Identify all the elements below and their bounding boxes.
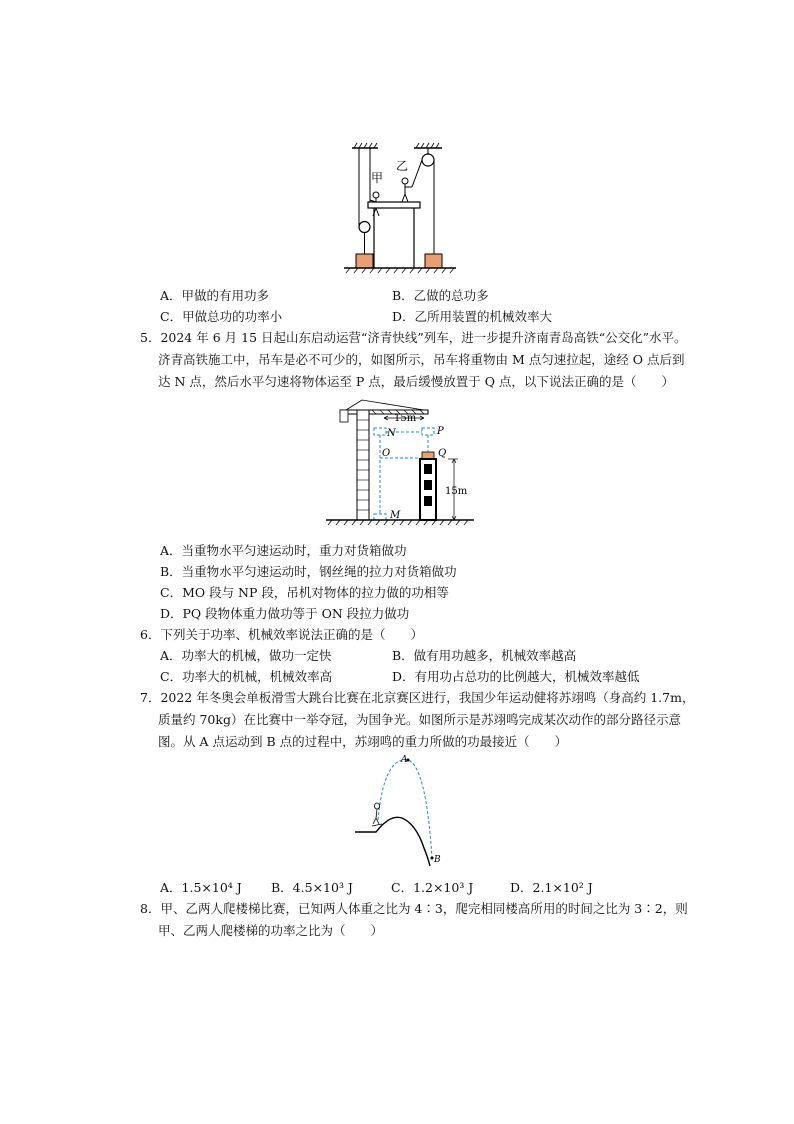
crane-point-o: O <box>382 448 391 459</box>
q8-stem-line2: 甲、乙两人爬楼梯的功率之比为（ ） <box>158 923 384 938</box>
crane-point-m: M <box>390 510 401 521</box>
q4-option-b: B．乙做的总功多 <box>392 288 489 303</box>
q6-option-c: C．功率大的机械，机械效率高 <box>160 669 333 684</box>
path-point-b: B <box>434 855 441 865</box>
path-point-a: A <box>401 755 408 765</box>
q7-stem-line2: 质量约 70kg）在比赛中一举夺冠，为国争光。如图所示是苏翊鸣完成某次动作的部分路径示意 <box>158 712 681 727</box>
crane-point-p: P <box>437 426 444 437</box>
crane-point-q: Q <box>438 448 447 459</box>
q6-stem: 6．下列关于功率、机械效率说法正确的是（ ） <box>140 627 423 642</box>
q5-stem-line2: 济青高铁施工中，吊车是必不可少的，如图所示，吊车将重物由 M 点匀速拉起，途经 O 点后到 <box>158 352 685 367</box>
q6-option-d: D．有用功占总功的比例越大，机械效率越低 <box>392 669 640 684</box>
q5-option-b: B．当重物水平匀速运动时，钢丝绳的拉力对货箱做功 <box>160 564 457 579</box>
q5-option-d: D．PQ 段物体重力做功等于 ON 段拉力做功 <box>160 606 410 621</box>
q8-stem-line1: 8．甲、乙两人爬楼梯比赛，已知两人体重之比为 4∶3，爬完相同楼高所用的时间之比为 3∶2，则 <box>140 901 688 916</box>
q7-stem-line3: 图。从 A 点运动到 B 点的过程中，苏翊鸣的重力所做的功最接近（ ） <box>158 734 568 749</box>
q5-option-c: C．MO 段与 NP 段，吊机对物体的拉力做的功相等 <box>160 585 449 600</box>
q6-option-a: A．功率大的机械，做功一定快 <box>160 648 332 663</box>
crane-dist-side: 15m <box>445 486 468 497</box>
q7-option-a: A．1.5×10⁴ J <box>160 880 242 895</box>
crane-dist-top: 15m <box>394 413 417 424</box>
q7-option-b: B．4.5×10³ J <box>271 880 353 895</box>
q4-option-d: D．乙所用装置的机械效率大 <box>392 309 553 324</box>
crane-point-n: N <box>387 428 396 439</box>
q7-option-d: D．2.1×10² J <box>510 880 593 895</box>
q5-stem-line1: 5．2024 年 6 月 15 日起山东启动运营“济青快线”列车，进一步提升济南青岛高铁“公交化”水平。 <box>140 330 687 345</box>
q6-option-b: B．做有用功越多，机械效率越高 <box>392 648 577 663</box>
label-jia: 甲 <box>371 171 384 185</box>
crane-figure <box>324 396 476 528</box>
label-yi: 乙 <box>396 159 409 173</box>
q4-option-a: A．甲做的有用功多 <box>160 288 270 303</box>
snowboard-figure <box>350 752 450 870</box>
q7-stem-line1: 7．2022 年冬奥会单板滑雪大跳台比赛在北京赛区进行，我国少年运动健将苏翊鸣（身高约 1.7m， <box>140 690 695 705</box>
q5-stem-line3: 达 N 点，然后水平匀速将物体运至 P 点，最后缓慢放置于 Q 点，以下说法正确的是（ ） <box>158 374 674 389</box>
pulley-figure <box>340 142 460 274</box>
q5-option-a: A．当重物水平匀速运动时，重力对货箱做功 <box>160 543 407 558</box>
q7-option-c: C．1.2×10³ J <box>391 880 474 895</box>
q4-option-c: C．甲做总功的功率小 <box>160 309 283 324</box>
